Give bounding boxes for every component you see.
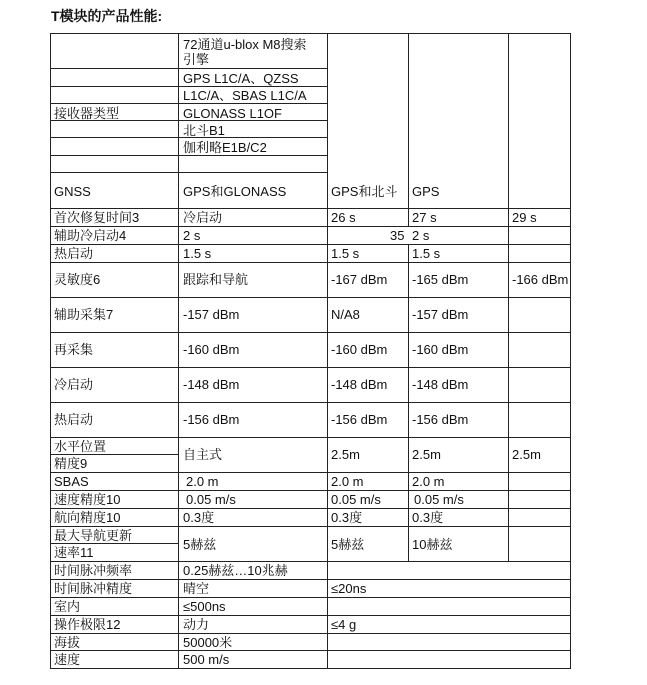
row-divider — [50, 208, 571, 209]
first-fix-value: 27 s — [412, 210, 437, 225]
row-divider — [50, 103, 328, 104]
pulse-accuracy-value: ≤20ns — [331, 581, 367, 596]
cold-value: -148 dBm — [412, 377, 469, 392]
nav-rate-value: 10赫兹 — [412, 537, 453, 552]
first-fix-value: 26 s — [331, 210, 356, 225]
gnss-value: GPS和GLONASS — [183, 184, 287, 199]
row-divider — [50, 68, 328, 69]
table-border-top — [50, 33, 571, 34]
first-fix-value: 29 s — [512, 210, 537, 225]
heading-accuracy-value: 0.3度 — [183, 510, 215, 525]
heading-accuracy-label: 航向精度10 — [54, 510, 121, 525]
horizontal-value: 2.5m — [412, 447, 441, 462]
cold-label: 冷启动 — [54, 377, 94, 392]
receiver-line: 北斗B1 — [183, 123, 225, 138]
gnss-value: GPS和北斗 — [331, 184, 398, 199]
row-divider — [50, 615, 571, 616]
first-fix-value: 冷启动 — [183, 210, 223, 225]
altitude-label: 海拔 — [54, 635, 81, 650]
reacq-value: -160 dBm — [412, 342, 469, 357]
sbas-value: 2.0 m — [331, 474, 364, 489]
row-divider — [50, 597, 571, 598]
aided-acq-value: -157 dBm — [183, 307, 240, 322]
aided-acq-value: -157 dBm — [412, 307, 469, 322]
receiver-line: L1C/A、SBAS L1C/A — [183, 88, 307, 103]
pulse-frequency-label: 时间脉冲频率 — [54, 563, 133, 578]
sbas-value: 2.0 m — [412, 474, 445, 489]
receiver-type-label: 接收器类型 — [54, 106, 120, 121]
hot-value: -156 dBm — [412, 412, 469, 427]
row-divider — [50, 508, 571, 509]
row-divider — [50, 172, 328, 173]
first-fix-label: 首次修复时间3 — [54, 210, 140, 225]
sensitivity-value: -167 dBm — [331, 272, 388, 287]
sensitivity-value: -165 dBm — [412, 272, 469, 287]
row-divider — [50, 490, 571, 491]
receiver-line: GPS L1C/A、QZSS — [183, 71, 299, 86]
nav-rate-value: 5赫兹 — [183, 537, 217, 552]
reacq-label: 再采集 — [54, 342, 94, 357]
sbas-value: 2.0 m — [186, 474, 219, 489]
gnss-value: GPS — [412, 184, 440, 199]
hot-value: -156 dBm — [331, 412, 388, 427]
row-divider — [50, 472, 571, 473]
table-border-bottom — [50, 668, 571, 669]
row-divider — [50, 244, 571, 245]
sensitivity-value: -166 dBm — [512, 272, 569, 287]
indoor-value: ≤500ns — [183, 599, 226, 614]
reacq-value: -160 dBm — [331, 342, 388, 357]
aided-acq-value: N/A8 — [331, 307, 360, 322]
horizontal-value: 自主式 — [183, 447, 223, 462]
speed-value: 500 m/s — [183, 652, 230, 667]
speed-accuracy-value: 0.05 m/s — [186, 492, 236, 507]
heading-accuracy-value: 0.3度 — [412, 510, 444, 525]
page-title: T模块的产品性能: — [51, 8, 163, 24]
row-divider — [50, 262, 571, 263]
aided-acq-label: 辅助采集7 — [54, 307, 114, 322]
heading-accuracy-value: 0.3度 — [331, 510, 363, 525]
row-divider — [50, 226, 571, 227]
speed-accuracy-value: 0.05 m/s — [414, 492, 464, 507]
aided-cold-label: 辅助冷启动4 — [54, 228, 127, 243]
column-divider — [408, 33, 409, 226]
pulse-accuracy-label: 时间脉冲精度 — [54, 581, 133, 596]
horizontal-value: 2.5m — [331, 447, 360, 462]
row-divider — [50, 332, 571, 333]
row-divider — [50, 454, 179, 455]
nav-rate-label: 速率11 — [54, 545, 94, 560]
indoor-label: 室内 — [54, 599, 81, 614]
horizontal-label: 水平位置 — [54, 439, 107, 454]
limits-value: 动力 — [183, 617, 210, 632]
aided-cold-value: 35 — [390, 228, 405, 243]
table-border-left — [50, 33, 51, 669]
nav-rate-value: 5赫兹 — [331, 537, 365, 552]
horizontal-value: 2.5m — [512, 447, 541, 462]
hot-start-value: 1.5 s — [412, 246, 441, 261]
pulse-accuracy-value: 晴空 — [183, 581, 210, 596]
speed-accuracy-value: 0.05 m/s — [331, 492, 381, 507]
receiver-line: 引擎 — [183, 52, 210, 67]
reacq-value: -160 dBm — [183, 342, 240, 357]
speed-accuracy-label: 速度精度10 — [54, 492, 121, 507]
aided-cold-value: 2 s — [412, 228, 430, 243]
row-divider — [50, 543, 179, 544]
nav-rate-label: 最大导航更新 — [54, 528, 133, 543]
hot-start-label: 热启动 — [54, 246, 94, 261]
column-divider — [508, 33, 509, 561]
pulse-frequency-value: 0.25赫兹…10兆赫 — [183, 563, 288, 578]
horizontal-label: 精度9 — [54, 456, 88, 471]
receiver-line: 伽利略E1B/C2 — [183, 140, 267, 155]
row-divider — [50, 579, 571, 580]
row-divider — [50, 650, 571, 651]
row-divider — [50, 367, 571, 368]
cold-value: -148 dBm — [183, 377, 240, 392]
row-divider — [50, 402, 571, 403]
hot-start-value: 1.5 s — [331, 246, 360, 261]
row-divider — [50, 86, 328, 87]
hot-start-value: 1.5 s — [183, 246, 212, 261]
row-divider — [50, 297, 571, 298]
row-divider — [50, 155, 328, 156]
sbas-label: SBAS — [54, 474, 89, 489]
column-divider — [327, 33, 328, 669]
row-divider — [50, 561, 571, 562]
hot-label: 热启动 — [54, 412, 94, 427]
limits-value: ≤4 g — [331, 617, 357, 632]
cold-value: -148 dBm — [331, 377, 388, 392]
limits-label: 操作极限12 — [54, 617, 121, 632]
sensitivity-value: 跟踪和导航 — [183, 272, 249, 287]
receiver-line: GLONASS L1OF — [183, 106, 282, 121]
receiver-line: 72通道u-blox M8搜索 — [183, 37, 307, 52]
row-divider — [50, 437, 571, 438]
sensitivity-label: 灵敏度6 — [54, 272, 101, 287]
aided-cold-value: 2 s — [183, 228, 201, 243]
row-divider — [50, 526, 571, 527]
gnss-label: GNSS — [54, 184, 91, 199]
row-divider — [50, 633, 571, 634]
table-border-right — [570, 33, 571, 669]
hot-value: -156 dBm — [183, 412, 240, 427]
column-divider — [408, 244, 409, 561]
column-divider — [178, 33, 179, 669]
altitude-value: 50000米 — [183, 635, 233, 650]
speed-label: 速度 — [54, 652, 81, 667]
